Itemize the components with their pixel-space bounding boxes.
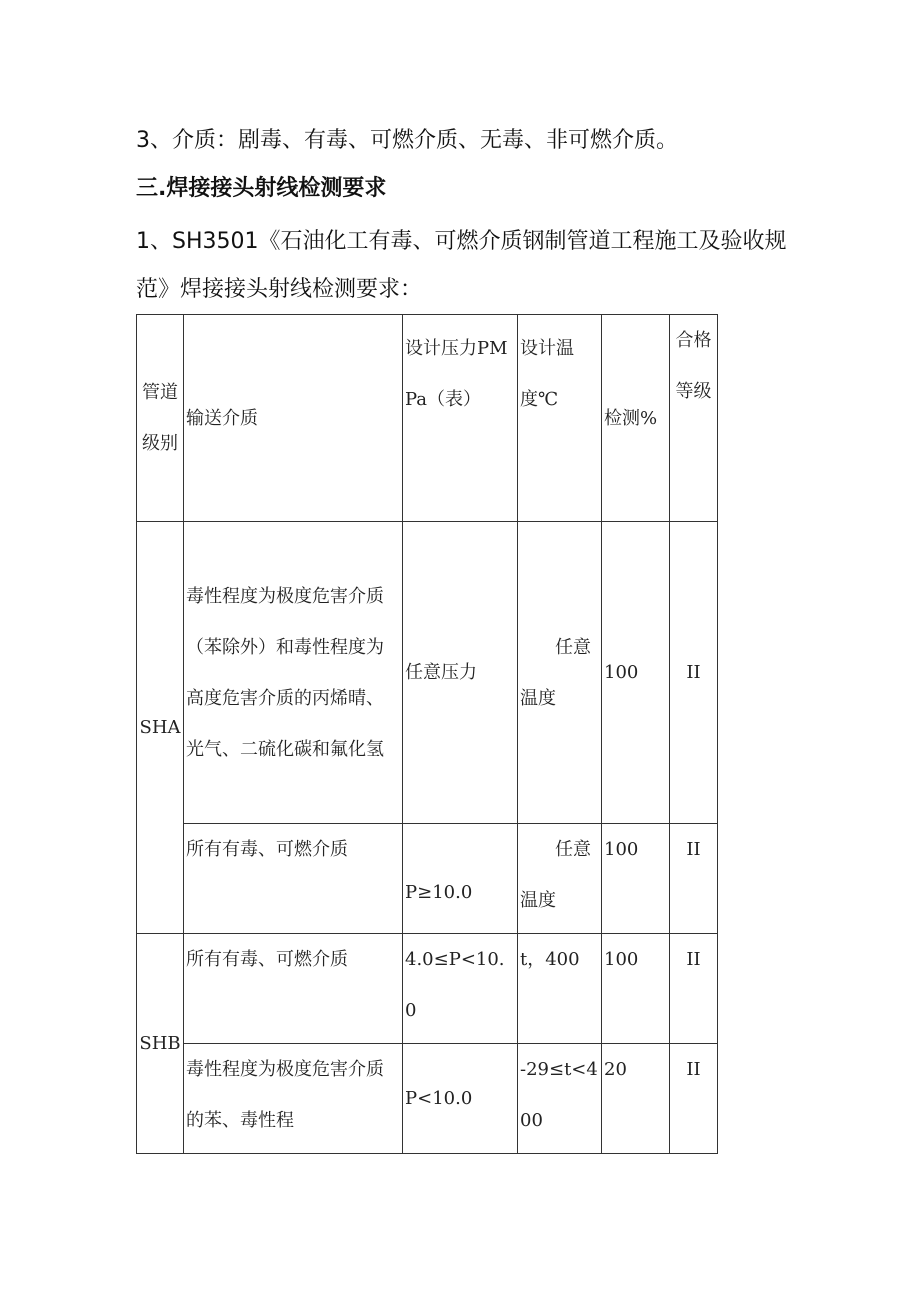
cell-temperature-part1: 任意: [555, 636, 591, 658]
table-row: [137, 824, 718, 934]
cell-temperature-part1: 任意: [555, 839, 591, 860]
cell-medium: 所有有毒、可燃介质: [184, 824, 403, 934]
cell-pressure: P≥10.0: [403, 824, 518, 934]
cell-grade-shb: SHB: [137, 934, 184, 1154]
cell-quality: II: [670, 824, 718, 934]
cell-temperature: [518, 824, 602, 934]
cell-temperature: [518, 522, 602, 824]
cell-medium: 所有有毒、可燃介质: [184, 934, 403, 1044]
table-row: [137, 934, 718, 1044]
cell-grade-sha: SHA: [137, 522, 184, 934]
cell-temperature: -29≤t<400: [518, 1044, 602, 1154]
cell-quality: II: [670, 522, 718, 824]
cell-quality: II: [670, 1044, 718, 1154]
paragraph-standard-line1: 1、SH3501《石油化工有毒、可燃介质钢制管道工程施工及验收规: [136, 229, 787, 254]
cell-temperature-part2: 温度: [520, 687, 556, 709]
header-inspection-rate: 检测%: [602, 315, 670, 522]
header-design-pressure: 设计压力PMPa（表）: [403, 315, 518, 522]
cell-pressure: 4.0≤P<10.0: [403, 934, 518, 1044]
table-header-row: [137, 315, 718, 522]
header-medium: 输送介质: [184, 315, 403, 522]
cell-rate: 100: [602, 934, 670, 1044]
cell-rate: 100: [602, 522, 670, 824]
section-heading: 三.焊接接头射线检测要求: [136, 176, 387, 201]
table-row: [137, 1044, 718, 1154]
cell-temperature-part2: 温度: [520, 890, 556, 911]
cell-pressure: 任意压力: [403, 522, 518, 824]
header-quality-grade: 合格等级: [670, 315, 718, 522]
radiography-requirements-table: [136, 314, 718, 1154]
cell-medium: 毒性程度为极度危害介质（苯除外）和毒性程度为高度危害介质的丙烯晴、光气、二硫化碳和氟化氢: [184, 522, 403, 824]
cell-medium: 毒性程度为极度危害介质的苯、毒性程: [184, 1044, 403, 1154]
paragraph-standard-line2: 范》焊接接头射线检测要求：: [136, 277, 423, 302]
table-row: [137, 522, 718, 824]
cell-temperature: t，400: [518, 934, 602, 1044]
header-pipe-grade: 管道级别: [137, 315, 184, 522]
cell-pressure: P<10.0: [403, 1044, 518, 1154]
cell-rate: 20: [602, 1044, 670, 1154]
header-design-temperature: 设计温度℃: [518, 315, 602, 522]
paragraph-medium-types: 3、介质：剧毒、有毒、可燃介质、无毒、非可燃介质。: [136, 128, 678, 153]
cell-quality: II: [670, 934, 718, 1044]
cell-rate: 100: [602, 824, 670, 934]
